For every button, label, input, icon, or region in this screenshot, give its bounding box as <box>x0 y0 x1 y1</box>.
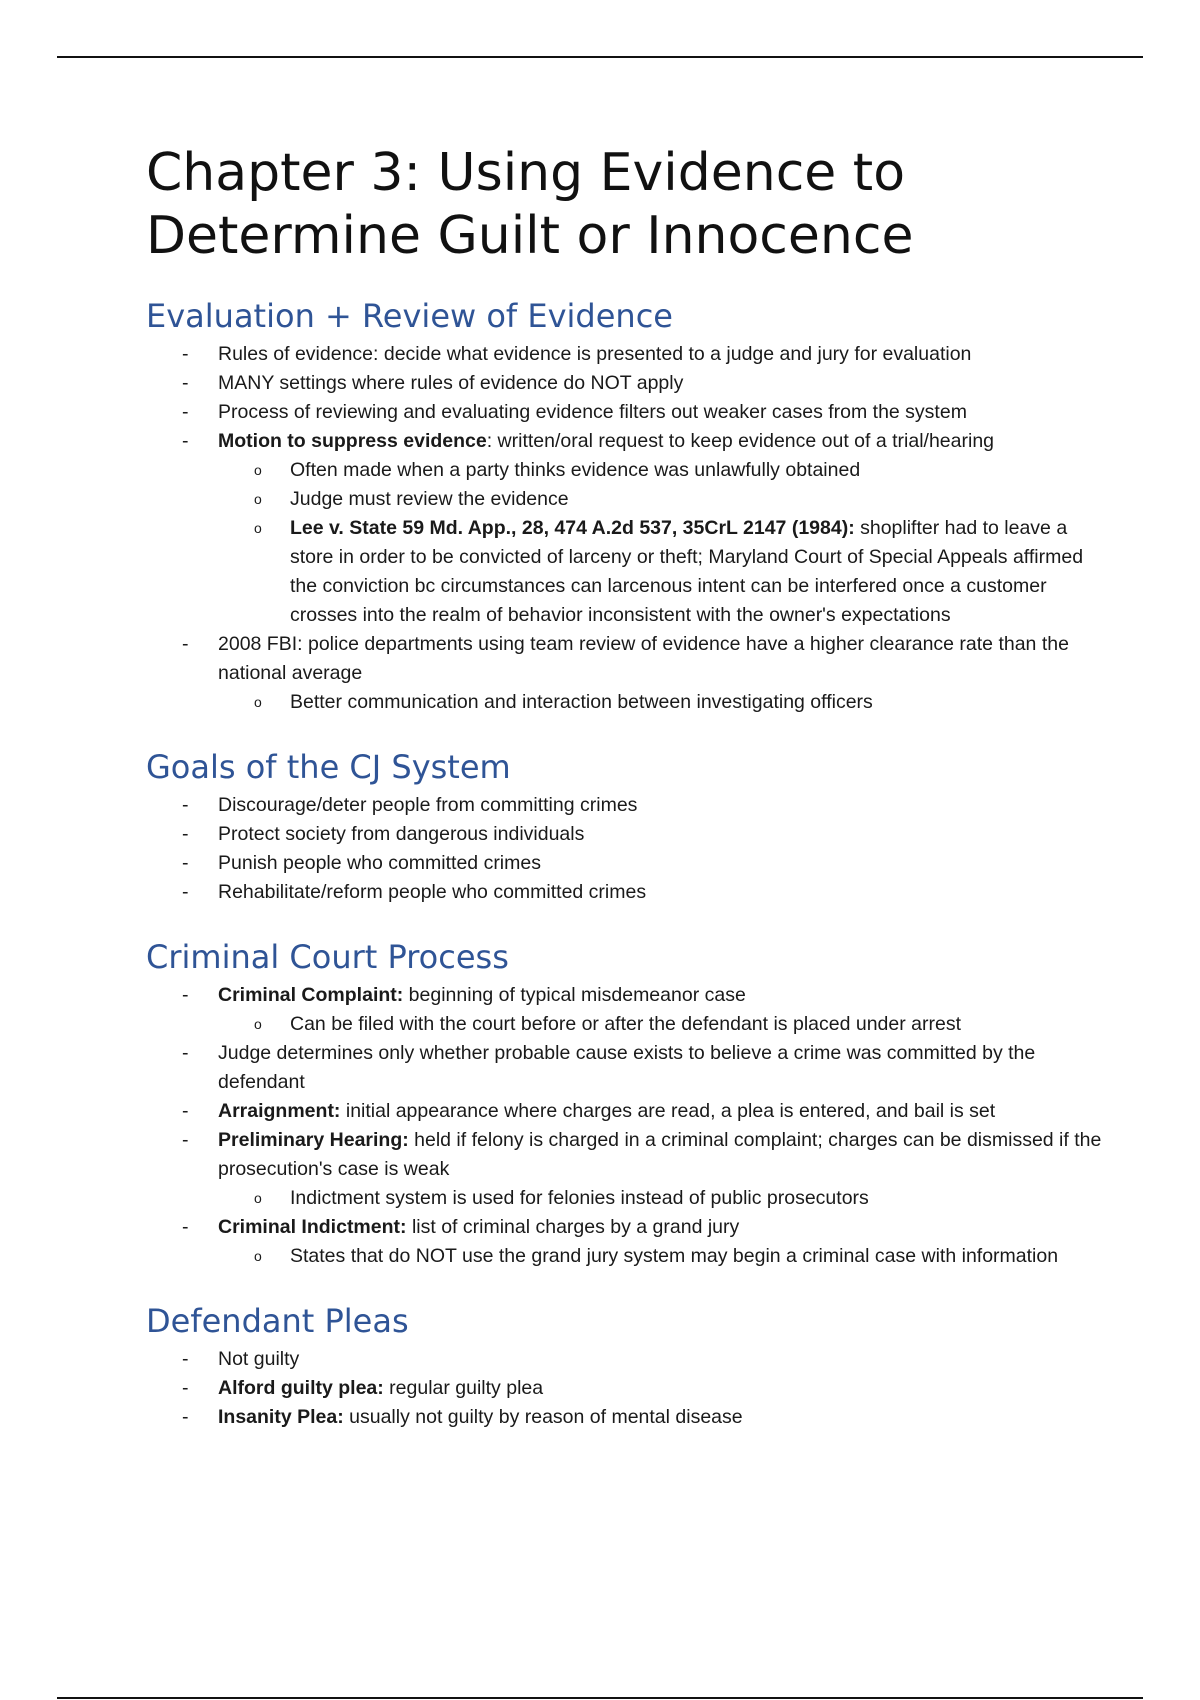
item-text: Better communication and interaction between investigating officers <box>290 691 873 713</box>
list-item <box>146 1126 1106 1213</box>
item-text: list of criminal charges by a grand jury <box>406 1216 740 1238</box>
section-heading: Defendant Pleas <box>146 1302 409 1340</box>
item-text: shoplifter had to leave a store in order to be convicted of larceny or theft; Maryland Court of Special Appeals affirmed the conviction bc circumstances can larcenous intent can be interfered once a customer crosses into the realm of behavior inconsistent with the owner's expectations <box>290 517 1084 626</box>
section <box>146 296 1106 717</box>
term: Preliminary Hearing: <box>218 1129 409 1151</box>
bullet-list <box>146 981 1106 1271</box>
dash-bullet-icon: - <box>182 1216 189 1238</box>
list-item <box>146 1039 1106 1097</box>
list-item <box>146 1213 1106 1271</box>
item-text: Can be filed with the court before or after the defendant is placed under arrest <box>290 1013 961 1035</box>
item-text: Not guilty <box>218 1348 300 1370</box>
sub-list-item <box>218 1184 1106 1213</box>
sub-bullet-list <box>218 1184 1106 1213</box>
dash-bullet-icon: - <box>182 1406 189 1428</box>
list-item <box>146 1097 1106 1126</box>
document-page <box>146 142 1106 1462</box>
list-item <box>146 340 1106 369</box>
circle-bullet-icon: o <box>254 1016 262 1032</box>
item-text: Discourage/deter people from committing crimes <box>218 794 638 816</box>
dash-bullet-icon: - <box>182 823 189 845</box>
sub-list-item <box>218 514 1106 630</box>
item-text: Indictment system is used for felonies instead of public prosecutors <box>290 1187 869 1209</box>
sub-list-item <box>218 485 1106 514</box>
page-title: Chapter 3: Using Evidence to Determine Guilt or Innocence <box>146 143 914 266</box>
list-item <box>146 1403 1106 1432</box>
sub-bullet-list <box>218 1242 1106 1271</box>
section-heading: Goals of the CJ System <box>146 748 511 786</box>
list-item <box>146 849 1106 878</box>
item-text: Punish people who committed crimes <box>218 852 541 874</box>
item-text: Judge must review the evidence <box>290 488 569 510</box>
bullet-list <box>146 1345 1106 1432</box>
item-text: Protect society from dangerous individuals <box>218 823 585 845</box>
item-text: States that do NOT use the grand jury system may begin a criminal case with information <box>290 1245 1059 1267</box>
dash-bullet-icon: - <box>182 401 189 423</box>
item-text: initial appearance where charges are read, a plea is entered, and bail is set <box>340 1100 996 1122</box>
sections-container <box>146 296 1106 1432</box>
circle-bullet-icon: o <box>254 1190 262 1206</box>
item-text: Judge determines only whether probable cause exists to believe a crime was committed by the defendant <box>218 1042 1036 1093</box>
item-text: 2008 FBI: police departments using team review of evidence have a higher clearance rate than the national average <box>218 633 1069 684</box>
sub-list-item <box>218 1010 1106 1039</box>
item-text: Rules of evidence: decide what evidence is presented to a judge and jury for evaluation <box>218 343 972 365</box>
dash-bullet-icon: - <box>182 1377 189 1399</box>
item-text: usually not guilty by reason of mental disease <box>343 1406 743 1428</box>
item-text: Process of reviewing and evaluating evidence filters out weaker cases from the system <box>218 401 967 423</box>
list-item <box>146 1374 1106 1403</box>
circle-bullet-icon: o <box>254 491 262 507</box>
section <box>146 747 1106 907</box>
item-text: MANY settings where rules of evidence do NOT apply <box>218 372 684 394</box>
section <box>146 1301 1106 1432</box>
dash-bullet-icon: - <box>182 1129 189 1151</box>
dash-bullet-icon: - <box>182 372 189 394</box>
item-text: beginning of typical misdemeanor case <box>403 984 746 1006</box>
item-text: Often made when a party thinks evidence was unlawfully obtained <box>290 459 861 481</box>
circle-bullet-icon: o <box>254 1248 262 1264</box>
item-text: : written/oral request to keep evidence out of a trial/hearing <box>486 430 995 452</box>
sub-bullet-list <box>218 1010 1106 1039</box>
list-item <box>146 1345 1106 1374</box>
list-item <box>146 369 1106 398</box>
sub-bullet-list <box>218 688 1106 717</box>
item-text: held if felony is charged in a criminal complaint; charges can be dismissed if the prosecution's case is weak <box>218 1129 1102 1180</box>
term: Insanity Plea: <box>218 1406 344 1428</box>
list-item <box>146 398 1106 427</box>
item-text: Rehabilitate/reform people who committed crimes <box>218 881 647 903</box>
header-rule <box>57 56 1143 58</box>
section <box>146 937 1106 1271</box>
section-heading: Evaluation + Review of Evidence <box>146 297 673 335</box>
list-item <box>146 427 1106 630</box>
list-item <box>146 630 1106 717</box>
dash-bullet-icon: - <box>182 984 189 1006</box>
dash-bullet-icon: - <box>182 430 189 452</box>
section-heading: Criminal Court Process <box>146 938 509 976</box>
sub-list-item <box>218 688 1106 717</box>
dash-bullet-icon: - <box>182 1348 189 1370</box>
dash-bullet-icon: - <box>182 881 189 903</box>
term: Alford guilty plea: <box>218 1377 384 1399</box>
circle-bullet-icon: o <box>254 694 262 710</box>
dash-bullet-icon: - <box>182 794 189 816</box>
circle-bullet-icon: o <box>254 520 262 536</box>
list-item <box>146 981 1106 1039</box>
term: Criminal Complaint: <box>218 984 404 1006</box>
dash-bullet-icon: - <box>182 633 189 655</box>
bullet-list <box>146 791 1106 907</box>
term: Lee v. State 59 Md. App., 28, 474 A.2d 537, 35CrL 2147 (1984): <box>290 517 855 539</box>
list-item <box>146 791 1106 820</box>
list-item <box>146 820 1106 849</box>
sub-bullet-list <box>218 456 1106 630</box>
circle-bullet-icon: o <box>254 462 262 478</box>
dash-bullet-icon: - <box>182 852 189 874</box>
term: Arraignment: <box>218 1100 341 1122</box>
dash-bullet-icon: - <box>182 1100 189 1122</box>
term: Criminal Indictment: <box>218 1216 407 1238</box>
dash-bullet-icon: - <box>182 343 189 365</box>
sub-list-item <box>218 1242 1106 1271</box>
footer-rule <box>57 1697 1143 1699</box>
bullet-list <box>146 340 1106 717</box>
term: Motion to suppress evidence <box>218 430 487 452</box>
dash-bullet-icon: - <box>182 1042 189 1064</box>
item-text: regular guilty plea <box>383 1377 544 1399</box>
sub-list-item <box>218 456 1106 485</box>
list-item <box>146 878 1106 907</box>
